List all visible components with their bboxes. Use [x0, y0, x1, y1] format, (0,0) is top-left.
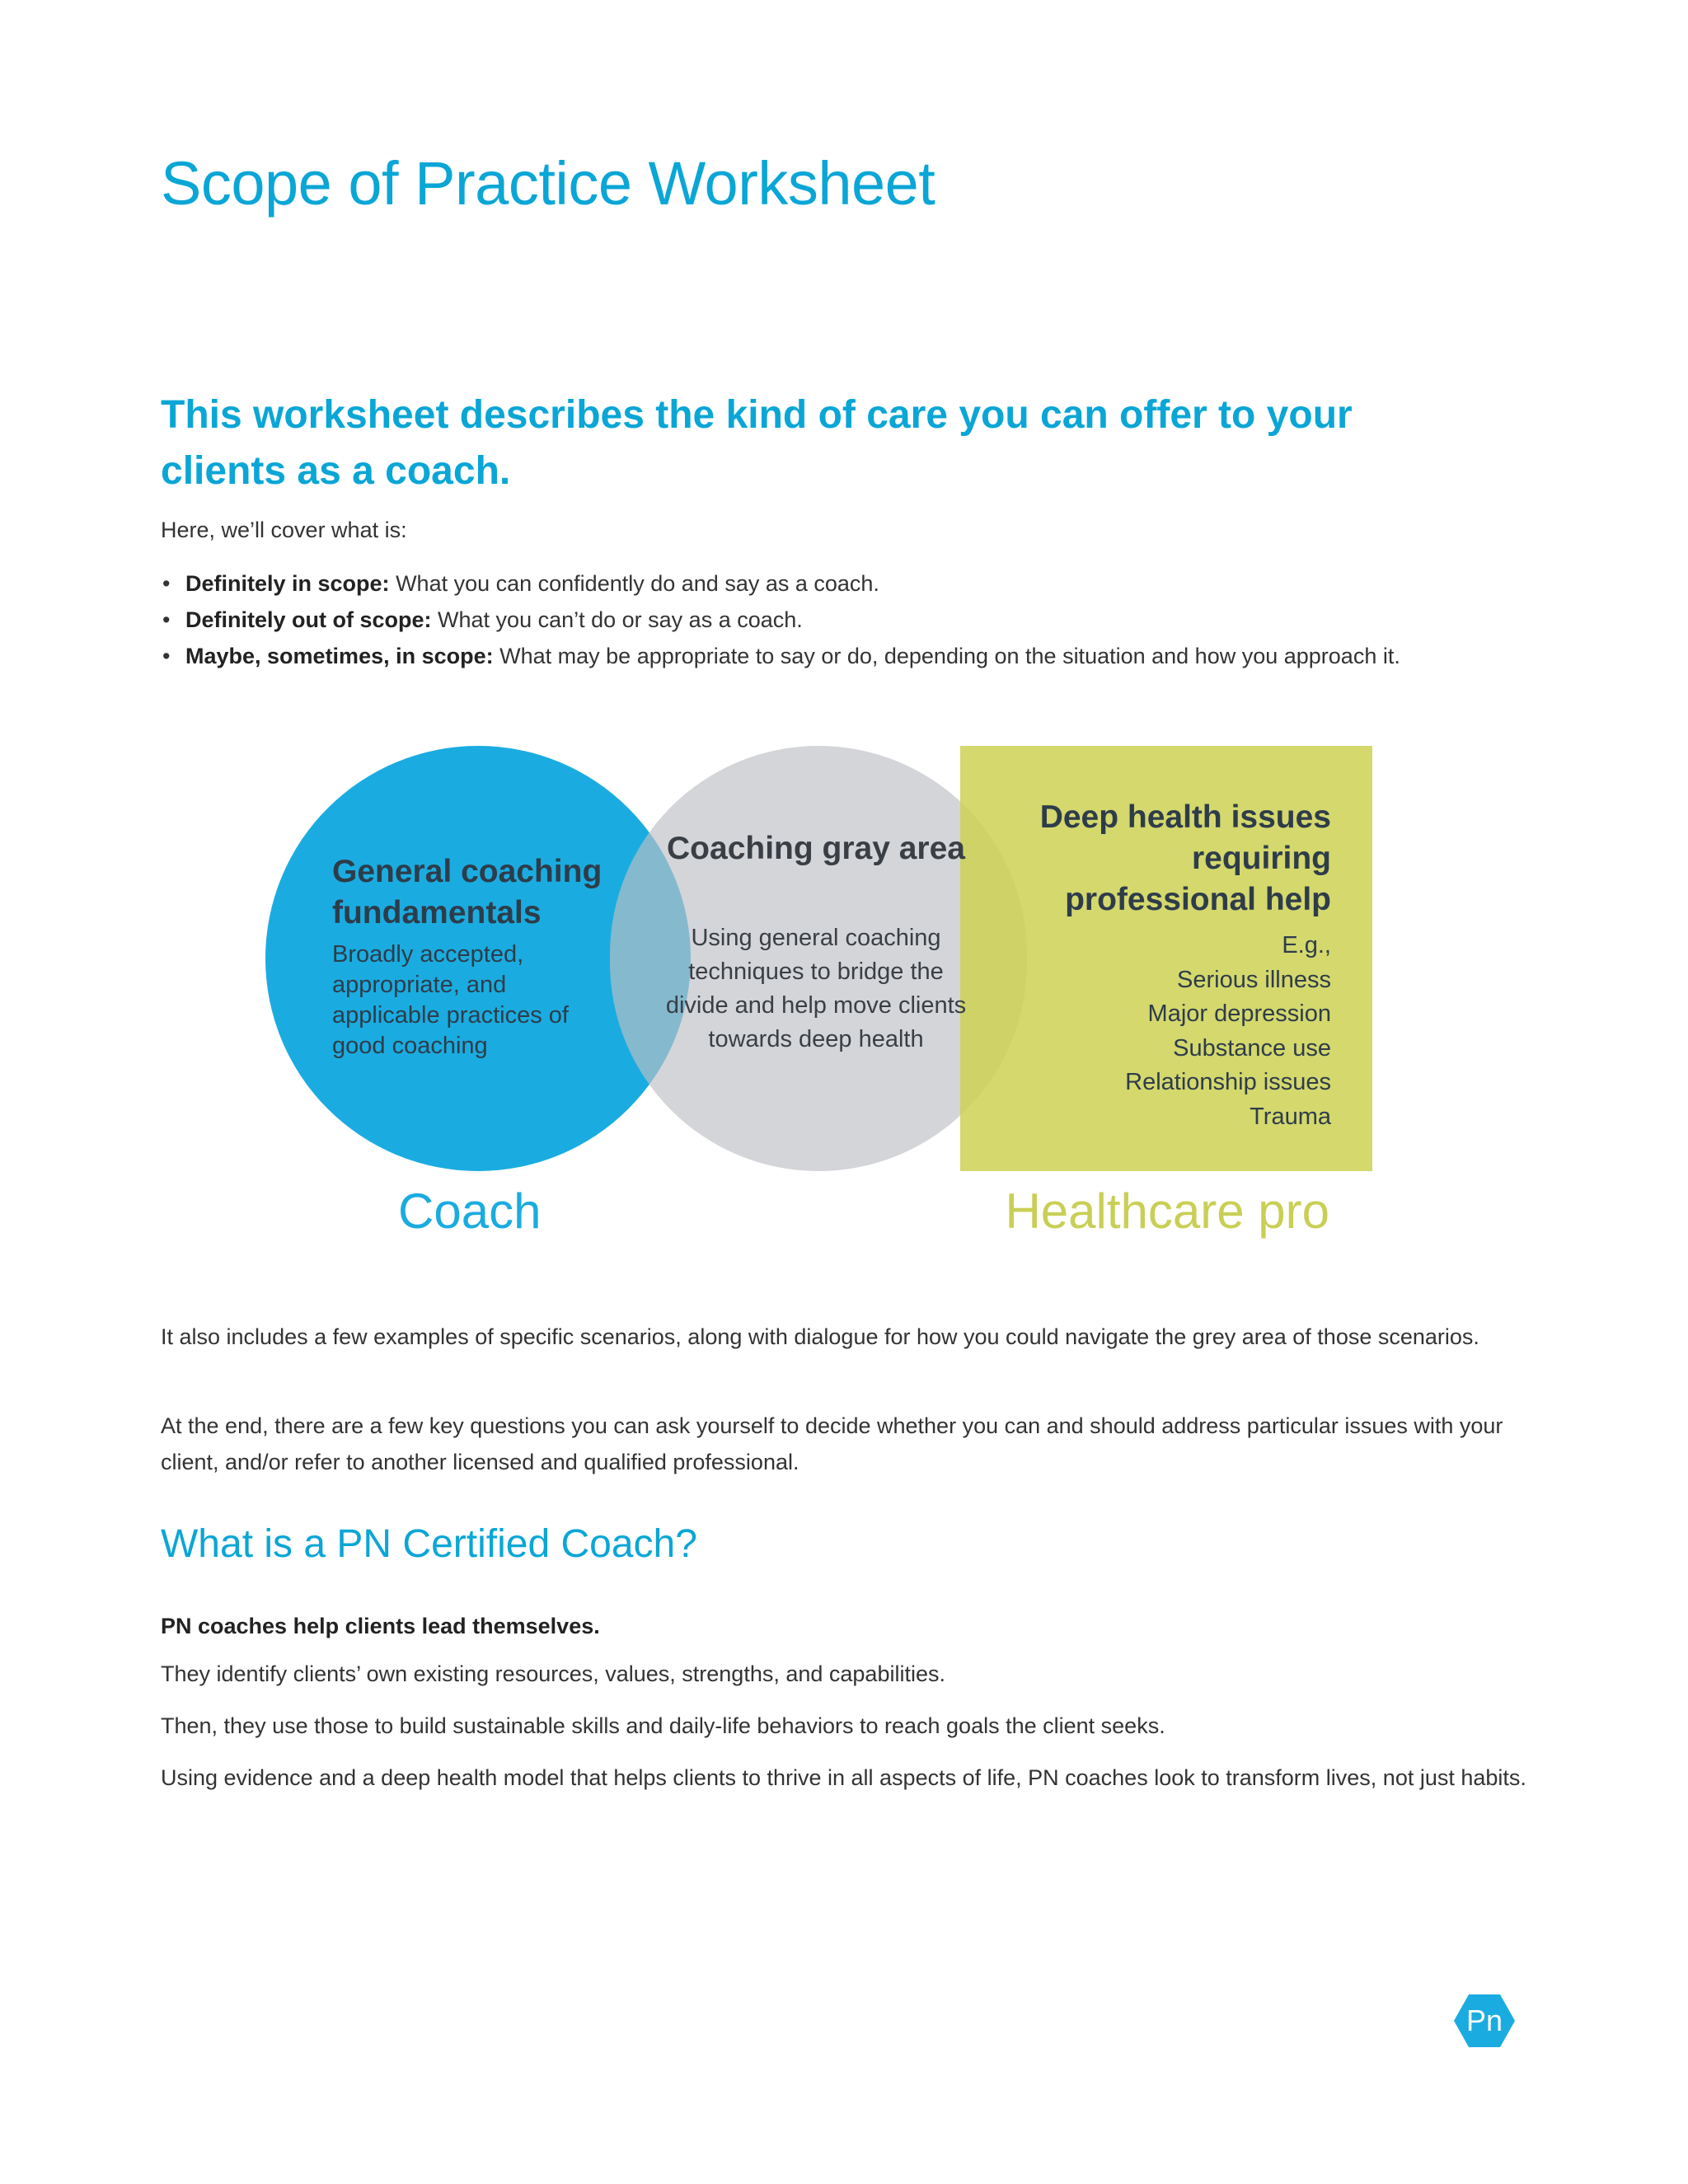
example-item: Serious illness [1177, 966, 1331, 993]
section-lead: PN coaches help clients lead themselves. [161, 1614, 600, 1638]
example-item: Trauma [1250, 1103, 1331, 1130]
coach-label: Coach [398, 1183, 542, 1239]
healthcare-heading: Deep health issues requiring professional help [1039, 799, 1331, 917]
intro-text: Here, we’ll cover what is: [161, 518, 407, 542]
section-paragraph: Then, they use those to build sustainable skills and daily-life behaviors to reach goals the client seeks. [161, 1713, 1165, 1738]
pn-logo [1453, 1993, 1516, 2049]
healthcare-label: Healthcare pro [1005, 1183, 1329, 1239]
coach-heading: General coaching fundamentals [332, 854, 603, 930]
key-questions-paragraph: At the end, there are a few key questions you can ask yourself to decide whether you can and should address particular issues with your client, and/or refer to another licensed and qualified professional. [161, 1413, 1503, 1474]
example-item: Major depression [1147, 1001, 1331, 1027]
section-paragraph: They identify clients’ own existing resources, values, strengths, and capabilities. [161, 1661, 945, 1686]
bullet-out-of-scope [161, 602, 1400, 638]
worksheet-subtitle: This worksheet describes the kind of care you can offer to your clients as a coach. [161, 393, 1353, 493]
bullet-term: Definitely out of scope: [185, 607, 432, 632]
scope-venn-diagram [264, 746, 1401, 1257]
scope-bullet-list [161, 565, 1400, 674]
coach-description: Broadly accepted, appropriate, and applicable practices of good coaching [332, 941, 569, 1059]
examples-label: E.g., [1282, 932, 1331, 958]
section-heading: What is a PN Certified Coach? [161, 1522, 697, 1566]
page-title: Scope of Practice Worksheet [161, 149, 935, 218]
bullet-text: What may be appropriate to say or do, depending on the situation and how you approach it. [493, 644, 1400, 668]
gray-area-heading: Coaching gray area [667, 831, 965, 866]
pn-logo-text: Pn [1465, 2004, 1503, 2037]
bullet-text: What you can’t do or say as a coach. [431, 607, 803, 632]
bullet-maybe-in-scope [161, 638, 1400, 674]
section-paragraph: Using evidence and a deep health model that helps clients to thrive in all aspects of life, PN coaches look to transform lives, not just habits. [161, 1765, 1526, 1790]
example-item: Relationship issues [1125, 1069, 1331, 1095]
bullet-text: What you can confidently do and say as a coach. [389, 571, 879, 596]
example-item: Substance use [1173, 1034, 1331, 1062]
bullet-term: Maybe, sometimes, in scope: [185, 644, 494, 668]
healthcare-examples [1006, 929, 1331, 1134]
bullet-term: Definitely in scope: [185, 571, 390, 596]
scenarios-paragraph: It also includes a few examples of specific scenarios, along with dialogue for how you could navigate the grey area of those scenarios. [161, 1324, 1479, 1349]
bullet-in-scope [161, 565, 1400, 602]
gray-area-description: Using general coaching techniques to bridge the divide and help move clients towards deep health [665, 925, 967, 1052]
